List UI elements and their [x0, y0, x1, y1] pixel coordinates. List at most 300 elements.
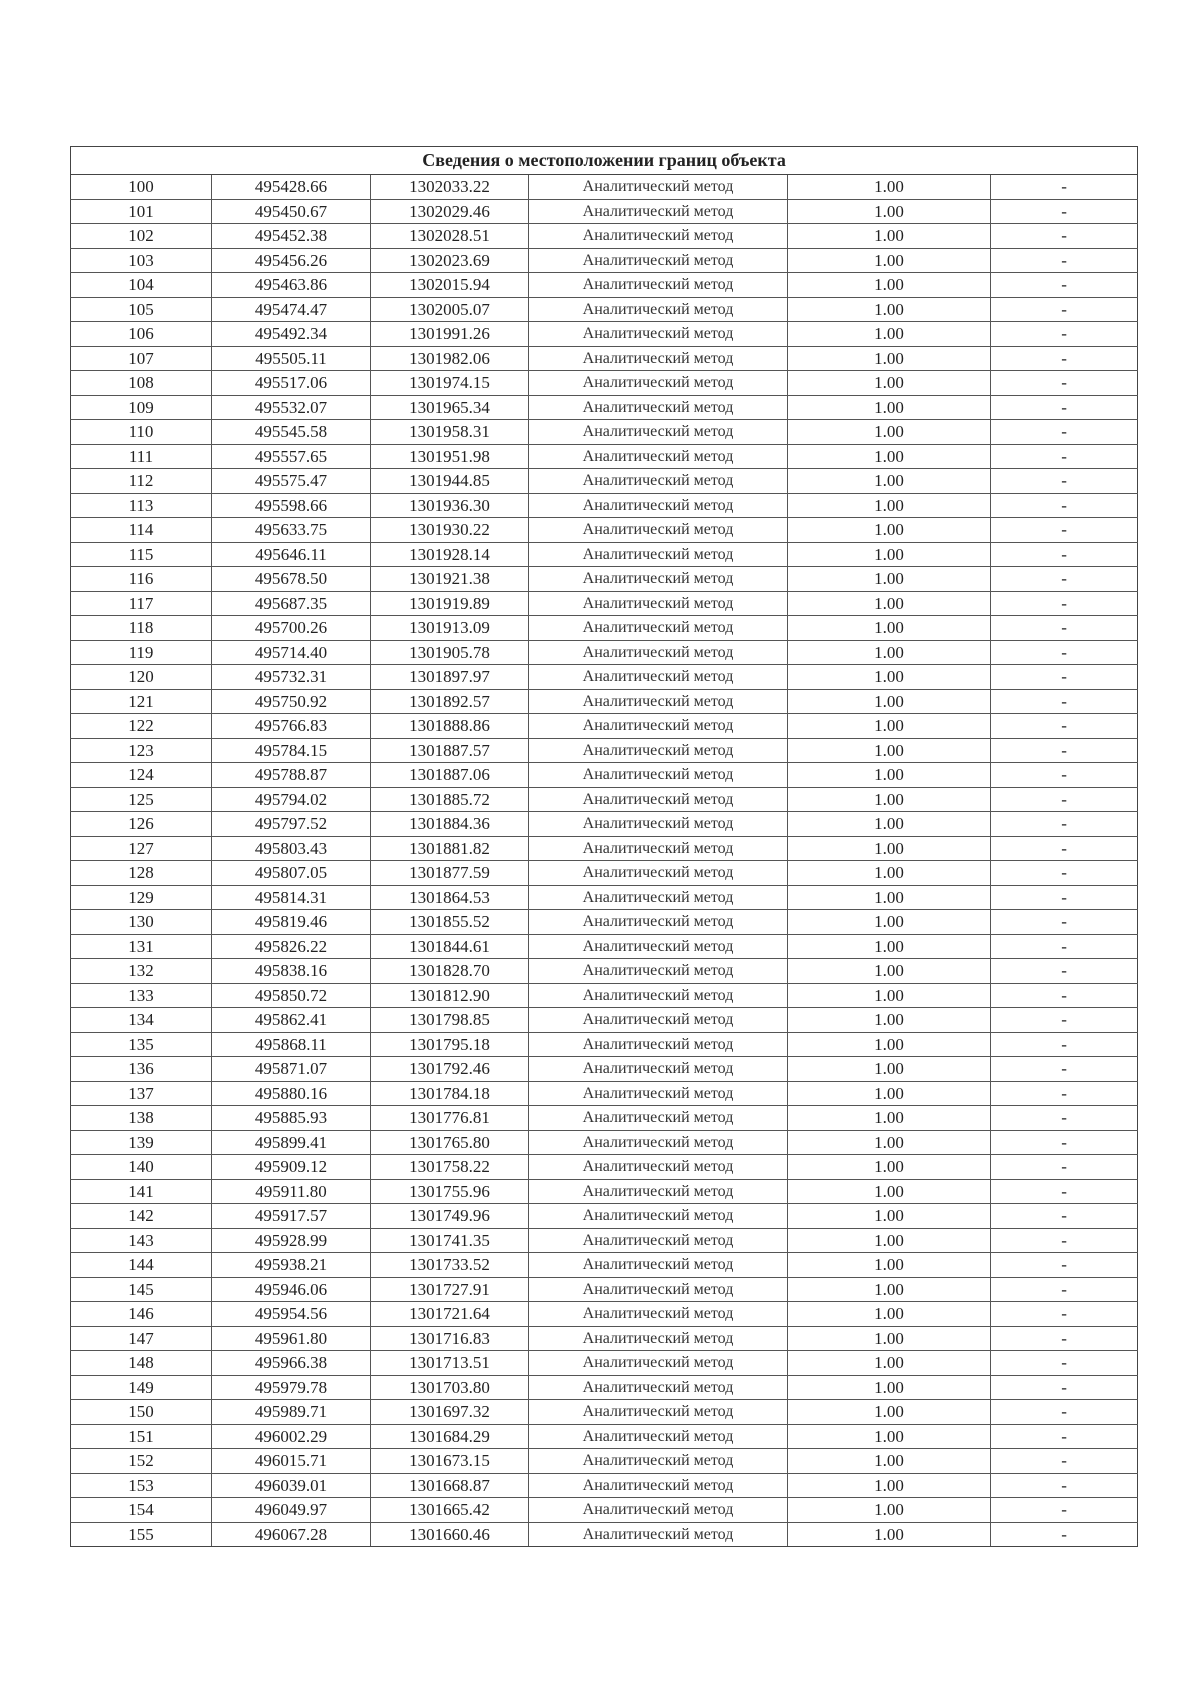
method-cell: Аналитический метод	[529, 1498, 788, 1523]
table-row	[71, 444, 1138, 469]
table-row	[71, 1204, 1138, 1229]
accuracy-cell: 1.00	[788, 959, 991, 984]
x-coordinate-cell: 495492.34	[212, 322, 371, 347]
method-cell: Аналитический метод	[529, 322, 788, 347]
point-number-cell: 137	[71, 1081, 212, 1106]
table-row	[71, 1130, 1138, 1155]
accuracy-cell: 1.00	[788, 616, 991, 641]
note-cell: -	[991, 959, 1138, 984]
method-cell: Аналитический метод	[529, 1375, 788, 1400]
table-row	[71, 395, 1138, 420]
table-row	[71, 371, 1138, 396]
y-coordinate-cell: 1301913.09	[371, 616, 529, 641]
x-coordinate-cell: 495505.11	[212, 346, 371, 371]
accuracy-cell: 1.00	[788, 1155, 991, 1180]
x-coordinate-cell: 495557.65	[212, 444, 371, 469]
table-row	[71, 1400, 1138, 1425]
x-coordinate-cell: 495928.99	[212, 1228, 371, 1253]
y-coordinate-cell: 1301776.81	[371, 1106, 529, 1131]
y-coordinate-cell: 1301951.98	[371, 444, 529, 469]
x-coordinate-cell: 495862.41	[212, 1008, 371, 1033]
note-cell: -	[991, 224, 1138, 249]
accuracy-cell: 1.00	[788, 591, 991, 616]
point-number-cell: 138	[71, 1106, 212, 1131]
note-cell: -	[991, 395, 1138, 420]
y-coordinate-cell: 1301660.46	[371, 1522, 529, 1547]
method-cell: Аналитический метод	[529, 567, 788, 592]
accuracy-cell: 1.00	[788, 1473, 991, 1498]
method-cell: Аналитический метод	[529, 959, 788, 984]
table-row	[71, 518, 1138, 543]
x-coordinate-cell: 495966.38	[212, 1351, 371, 1376]
method-cell: Аналитический метод	[529, 689, 788, 714]
x-coordinate-cell: 495463.86	[212, 273, 371, 298]
method-cell: Аналитический метод	[529, 640, 788, 665]
y-coordinate-cell: 1301921.38	[371, 567, 529, 592]
table-row	[71, 542, 1138, 567]
y-coordinate-cell: 1301930.22	[371, 518, 529, 543]
x-coordinate-cell: 495766.83	[212, 714, 371, 739]
accuracy-cell: 1.00	[788, 1228, 991, 1253]
note-cell: -	[991, 1008, 1138, 1033]
accuracy-cell: 1.00	[788, 763, 991, 788]
note-cell: -	[991, 983, 1138, 1008]
y-coordinate-cell: 1301887.57	[371, 738, 529, 763]
table-row	[71, 493, 1138, 518]
table-row	[71, 714, 1138, 739]
point-number-cell: 142	[71, 1204, 212, 1229]
note-cell: -	[991, 1351, 1138, 1376]
accuracy-cell: 1.00	[788, 199, 991, 224]
x-coordinate-cell: 495633.75	[212, 518, 371, 543]
y-coordinate-cell: 1301665.42	[371, 1498, 529, 1523]
table-row	[71, 591, 1138, 616]
y-coordinate-cell: 1301936.30	[371, 493, 529, 518]
table-row	[71, 910, 1138, 935]
x-coordinate-cell: 495989.71	[212, 1400, 371, 1425]
point-number-cell: 139	[71, 1130, 212, 1155]
table-title: Сведения о местоположении границ объекта	[71, 147, 1138, 175]
table-row	[71, 1522, 1138, 1547]
note-cell: -	[991, 469, 1138, 494]
note-cell: -	[991, 640, 1138, 665]
point-number-cell: 141	[71, 1179, 212, 1204]
method-cell: Аналитический метод	[529, 665, 788, 690]
y-coordinate-cell: 1302028.51	[371, 224, 529, 249]
x-coordinate-cell: 495819.46	[212, 910, 371, 935]
point-number-cell: 140	[71, 1155, 212, 1180]
x-coordinate-cell: 495868.11	[212, 1032, 371, 1057]
table-row	[71, 934, 1138, 959]
accuracy-cell: 1.00	[788, 787, 991, 812]
y-coordinate-cell: 1301919.89	[371, 591, 529, 616]
accuracy-cell: 1.00	[788, 910, 991, 935]
y-coordinate-cell: 1301697.32	[371, 1400, 529, 1425]
y-coordinate-cell: 1301885.72	[371, 787, 529, 812]
y-coordinate-cell: 1301965.34	[371, 395, 529, 420]
point-number-cell: 120	[71, 665, 212, 690]
point-number-cell: 121	[71, 689, 212, 714]
point-number-cell: 150	[71, 1400, 212, 1425]
table-body	[71, 175, 1138, 1547]
point-number-cell: 144	[71, 1253, 212, 1278]
x-coordinate-cell: 495938.21	[212, 1253, 371, 1278]
y-coordinate-cell: 1301892.57	[371, 689, 529, 714]
note-cell: -	[991, 542, 1138, 567]
note-cell: -	[991, 616, 1138, 641]
accuracy-cell: 1.00	[788, 983, 991, 1008]
point-number-cell: 134	[71, 1008, 212, 1033]
y-coordinate-cell: 1301884.36	[371, 812, 529, 837]
note-cell: -	[991, 910, 1138, 935]
table-row	[71, 420, 1138, 445]
point-number-cell: 118	[71, 616, 212, 641]
note-cell: -	[991, 1326, 1138, 1351]
point-number-cell: 133	[71, 983, 212, 1008]
point-number-cell: 122	[71, 714, 212, 739]
method-cell: Аналитический метод	[529, 273, 788, 298]
x-coordinate-cell: 495687.35	[212, 591, 371, 616]
y-coordinate-cell: 1301795.18	[371, 1032, 529, 1057]
method-cell: Аналитический метод	[529, 591, 788, 616]
point-number-cell: 125	[71, 787, 212, 812]
point-number-cell: 128	[71, 861, 212, 886]
method-cell: Аналитический метод	[529, 1106, 788, 1131]
accuracy-cell: 1.00	[788, 689, 991, 714]
x-coordinate-cell: 495807.05	[212, 861, 371, 886]
note-cell: -	[991, 371, 1138, 396]
method-cell: Аналитический метод	[529, 1204, 788, 1229]
table-row	[71, 224, 1138, 249]
point-number-cell: 146	[71, 1302, 212, 1327]
accuracy-cell: 1.00	[788, 640, 991, 665]
x-coordinate-cell: 495794.02	[212, 787, 371, 812]
note-cell: -	[991, 738, 1138, 763]
accuracy-cell: 1.00	[788, 1302, 991, 1327]
y-coordinate-cell: 1302033.22	[371, 175, 529, 200]
table-row	[71, 1424, 1138, 1449]
table-row	[71, 983, 1138, 1008]
method-cell: Аналитический метод	[529, 346, 788, 371]
x-coordinate-cell: 495678.50	[212, 567, 371, 592]
accuracy-cell: 1.00	[788, 224, 991, 249]
x-coordinate-cell: 495784.15	[212, 738, 371, 763]
point-number-cell: 117	[71, 591, 212, 616]
accuracy-cell: 1.00	[788, 1204, 991, 1229]
note-cell: -	[991, 1057, 1138, 1082]
x-coordinate-cell: 495575.47	[212, 469, 371, 494]
point-number-cell: 115	[71, 542, 212, 567]
accuracy-cell: 1.00	[788, 1179, 991, 1204]
method-cell: Аналитический метод	[529, 787, 788, 812]
point-number-cell: 130	[71, 910, 212, 935]
x-coordinate-cell: 496002.29	[212, 1424, 371, 1449]
point-number-cell: 149	[71, 1375, 212, 1400]
point-number-cell: 106	[71, 322, 212, 347]
x-coordinate-cell: 495646.11	[212, 542, 371, 567]
x-coordinate-cell: 495850.72	[212, 983, 371, 1008]
point-number-cell: 155	[71, 1522, 212, 1547]
point-number-cell: 113	[71, 493, 212, 518]
x-coordinate-cell: 495545.58	[212, 420, 371, 445]
x-coordinate-cell: 495732.31	[212, 665, 371, 690]
x-coordinate-cell: 495803.43	[212, 836, 371, 861]
accuracy-cell: 1.00	[788, 1375, 991, 1400]
table-row	[71, 763, 1138, 788]
table-row	[71, 1277, 1138, 1302]
x-coordinate-cell: 495826.22	[212, 934, 371, 959]
y-coordinate-cell: 1302023.69	[371, 248, 529, 273]
point-number-cell: 108	[71, 371, 212, 396]
method-cell: Аналитический метод	[529, 738, 788, 763]
point-number-cell: 123	[71, 738, 212, 763]
accuracy-cell: 1.00	[788, 1277, 991, 1302]
y-coordinate-cell: 1301784.18	[371, 1081, 529, 1106]
point-number-cell: 126	[71, 812, 212, 837]
y-coordinate-cell: 1301727.91	[371, 1277, 529, 1302]
note-cell: -	[991, 934, 1138, 959]
note-cell: -	[991, 199, 1138, 224]
y-coordinate-cell: 1301758.22	[371, 1155, 529, 1180]
method-cell: Аналитический метод	[529, 1253, 788, 1278]
y-coordinate-cell: 1301812.90	[371, 983, 529, 1008]
boundary-table	[70, 146, 1138, 1547]
method-cell: Аналитический метод	[529, 1522, 788, 1547]
y-coordinate-cell: 1301844.61	[371, 934, 529, 959]
note-cell: -	[991, 493, 1138, 518]
note-cell: -	[991, 1106, 1138, 1131]
method-cell: Аналитический метод	[529, 469, 788, 494]
note-cell: -	[991, 665, 1138, 690]
point-number-cell: 119	[71, 640, 212, 665]
accuracy-cell: 1.00	[788, 1081, 991, 1106]
y-coordinate-cell: 1301887.06	[371, 763, 529, 788]
x-coordinate-cell: 495700.26	[212, 616, 371, 641]
table-row	[71, 812, 1138, 837]
y-coordinate-cell: 1301792.46	[371, 1057, 529, 1082]
accuracy-cell: 1.00	[788, 1326, 991, 1351]
y-coordinate-cell: 1301991.26	[371, 322, 529, 347]
accuracy-cell: 1.00	[788, 395, 991, 420]
y-coordinate-cell: 1301864.53	[371, 885, 529, 910]
note-cell: -	[991, 836, 1138, 861]
accuracy-cell: 1.00	[788, 1400, 991, 1425]
accuracy-cell: 1.00	[788, 542, 991, 567]
accuracy-cell: 1.00	[788, 812, 991, 837]
x-coordinate-cell: 495979.78	[212, 1375, 371, 1400]
note-cell: -	[991, 1277, 1138, 1302]
note-cell: -	[991, 175, 1138, 200]
table-row	[71, 1375, 1138, 1400]
method-cell: Аналитический метод	[529, 248, 788, 273]
x-coordinate-cell: 495814.31	[212, 885, 371, 910]
method-cell: Аналитический метод	[529, 1400, 788, 1425]
x-coordinate-cell: 495450.67	[212, 199, 371, 224]
note-cell: -	[991, 787, 1138, 812]
point-number-cell: 110	[71, 420, 212, 445]
note-cell: -	[991, 1400, 1138, 1425]
table-row	[71, 665, 1138, 690]
table-row	[71, 1302, 1138, 1327]
method-cell: Аналитический метод	[529, 763, 788, 788]
method-cell: Аналитический метод	[529, 1081, 788, 1106]
table-row	[71, 1032, 1138, 1057]
method-cell: Аналитический метод	[529, 1277, 788, 1302]
accuracy-cell: 1.00	[788, 665, 991, 690]
y-coordinate-cell: 1301905.78	[371, 640, 529, 665]
table-row	[71, 1057, 1138, 1082]
method-cell: Аналитический метод	[529, 1449, 788, 1474]
note-cell: -	[991, 812, 1138, 837]
method-cell: Аналитический метод	[529, 1424, 788, 1449]
method-cell: Аналитический метод	[529, 836, 788, 861]
method-cell: Аналитический метод	[529, 812, 788, 837]
method-cell: Аналитический метод	[529, 1228, 788, 1253]
y-coordinate-cell: 1301765.80	[371, 1130, 529, 1155]
note-cell: -	[991, 1130, 1138, 1155]
accuracy-cell: 1.00	[788, 567, 991, 592]
accuracy-cell: 1.00	[788, 297, 991, 322]
accuracy-cell: 1.00	[788, 1424, 991, 1449]
point-number-cell: 112	[71, 469, 212, 494]
table-row	[71, 1081, 1138, 1106]
y-coordinate-cell: 1301855.52	[371, 910, 529, 935]
accuracy-cell: 1.00	[788, 420, 991, 445]
note-cell: -	[991, 420, 1138, 445]
x-coordinate-cell: 495788.87	[212, 763, 371, 788]
note-cell: -	[991, 591, 1138, 616]
y-coordinate-cell: 1301828.70	[371, 959, 529, 984]
point-number-cell: 102	[71, 224, 212, 249]
table-row	[71, 787, 1138, 812]
point-number-cell: 103	[71, 248, 212, 273]
accuracy-cell: 1.00	[788, 518, 991, 543]
note-cell: -	[991, 518, 1138, 543]
y-coordinate-cell: 1301755.96	[371, 1179, 529, 1204]
table-row	[71, 1326, 1138, 1351]
x-coordinate-cell: 495797.52	[212, 812, 371, 837]
point-number-cell: 124	[71, 763, 212, 788]
table-row	[71, 861, 1138, 886]
accuracy-cell: 1.00	[788, 1008, 991, 1033]
y-coordinate-cell: 1301721.64	[371, 1302, 529, 1327]
y-coordinate-cell: 1301749.96	[371, 1204, 529, 1229]
x-coordinate-cell: 495750.92	[212, 689, 371, 714]
note-cell: -	[991, 273, 1138, 298]
table-row	[71, 1351, 1138, 1376]
accuracy-cell: 1.00	[788, 1351, 991, 1376]
method-cell: Аналитический метод	[529, 861, 788, 886]
table-row	[71, 273, 1138, 298]
method-cell: Аналитический метод	[529, 199, 788, 224]
point-number-cell: 135	[71, 1032, 212, 1057]
x-coordinate-cell: 495714.40	[212, 640, 371, 665]
y-coordinate-cell: 1301944.85	[371, 469, 529, 494]
x-coordinate-cell: 495474.47	[212, 297, 371, 322]
y-coordinate-cell: 1301897.97	[371, 665, 529, 690]
method-cell: Аналитический метод	[529, 542, 788, 567]
point-number-cell: 107	[71, 346, 212, 371]
x-coordinate-cell: 495517.06	[212, 371, 371, 396]
table-row	[71, 1179, 1138, 1204]
method-cell: Аналитический метод	[529, 1473, 788, 1498]
accuracy-cell: 1.00	[788, 469, 991, 494]
method-cell: Аналитический метод	[529, 420, 788, 445]
point-number-cell: 101	[71, 199, 212, 224]
x-coordinate-cell: 495532.07	[212, 395, 371, 420]
method-cell: Аналитический метод	[529, 371, 788, 396]
accuracy-cell: 1.00	[788, 1449, 991, 1474]
table-row	[71, 1228, 1138, 1253]
y-coordinate-cell: 1301881.82	[371, 836, 529, 861]
method-cell: Аналитический метод	[529, 616, 788, 641]
point-number-cell: 105	[71, 297, 212, 322]
table-row	[71, 738, 1138, 763]
x-coordinate-cell: 495598.66	[212, 493, 371, 518]
method-cell: Аналитический метод	[529, 885, 788, 910]
x-coordinate-cell: 495885.93	[212, 1106, 371, 1131]
accuracy-cell: 1.00	[788, 248, 991, 273]
table-row	[71, 175, 1138, 200]
point-number-cell: 132	[71, 959, 212, 984]
table-title-row	[71, 147, 1138, 175]
y-coordinate-cell: 1302005.07	[371, 297, 529, 322]
method-cell: Аналитический метод	[529, 983, 788, 1008]
table-row	[71, 959, 1138, 984]
accuracy-cell: 1.00	[788, 738, 991, 763]
method-cell: Аналитический метод	[529, 1326, 788, 1351]
table-row	[71, 1106, 1138, 1131]
note-cell: -	[991, 1302, 1138, 1327]
table-row	[71, 689, 1138, 714]
accuracy-cell: 1.00	[788, 836, 991, 861]
note-cell: -	[991, 1424, 1138, 1449]
accuracy-cell: 1.00	[788, 714, 991, 739]
y-coordinate-cell: 1301684.29	[371, 1424, 529, 1449]
method-cell: Аналитический метод	[529, 714, 788, 739]
y-coordinate-cell: 1301877.59	[371, 861, 529, 886]
table-row	[71, 248, 1138, 273]
note-cell: -	[991, 567, 1138, 592]
table-row	[71, 836, 1138, 861]
method-cell: Аналитический метод	[529, 175, 788, 200]
method-cell: Аналитический метод	[529, 1008, 788, 1033]
point-number-cell: 136	[71, 1057, 212, 1082]
y-coordinate-cell: 1301974.15	[371, 371, 529, 396]
table-row	[71, 1253, 1138, 1278]
y-coordinate-cell: 1301733.52	[371, 1253, 529, 1278]
point-number-cell: 104	[71, 273, 212, 298]
point-number-cell: 145	[71, 1277, 212, 1302]
method-cell: Аналитический метод	[529, 518, 788, 543]
point-number-cell: 153	[71, 1473, 212, 1498]
table-row	[71, 1008, 1138, 1033]
x-coordinate-cell: 496067.28	[212, 1522, 371, 1547]
point-number-cell: 148	[71, 1351, 212, 1376]
note-cell: -	[991, 1228, 1138, 1253]
accuracy-cell: 1.00	[788, 175, 991, 200]
x-coordinate-cell: 495954.56	[212, 1302, 371, 1327]
x-coordinate-cell: 495880.16	[212, 1081, 371, 1106]
point-number-cell: 152	[71, 1449, 212, 1474]
method-cell: Аналитический метод	[529, 1155, 788, 1180]
note-cell: -	[991, 1155, 1138, 1180]
point-number-cell: 116	[71, 567, 212, 592]
method-cell: Аналитический метод	[529, 493, 788, 518]
y-coordinate-cell: 1301713.51	[371, 1351, 529, 1376]
table-row	[71, 322, 1138, 347]
method-cell: Аналитический метод	[529, 1057, 788, 1082]
